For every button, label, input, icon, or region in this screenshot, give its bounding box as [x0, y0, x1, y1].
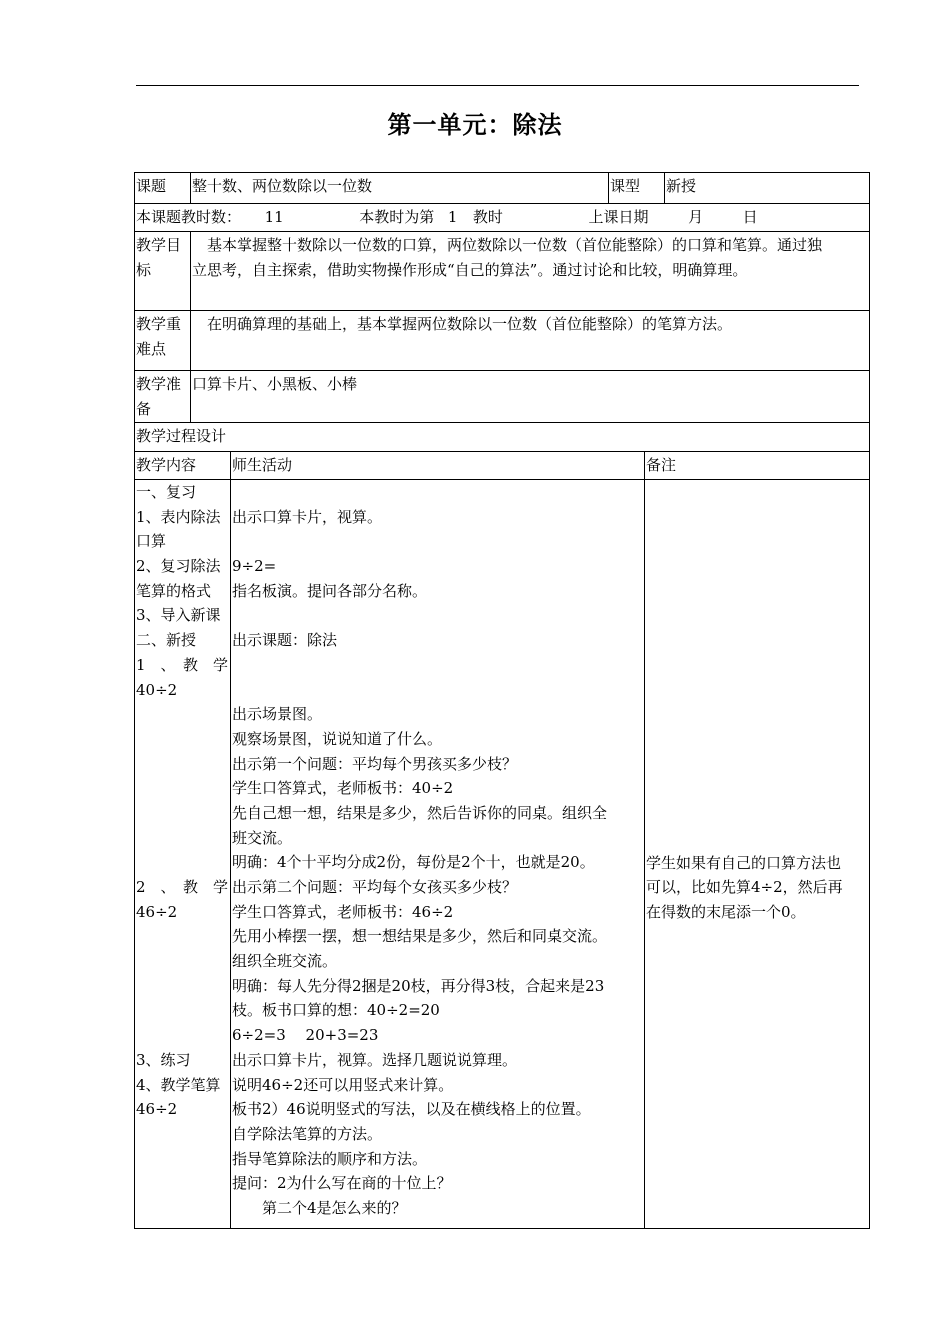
hours-label: 本课题教时数：: [136, 208, 242, 226]
notes-column-header: 备注: [646, 456, 677, 474]
notes-line: 可以，比如先算4÷2，然后再: [646, 878, 843, 897]
content-line: 4、教学笔算: [136, 1075, 221, 1094]
table-border: [134, 172, 870, 1229]
activity-line: 学生口答算式，老师板书：40÷2: [232, 779, 454, 798]
activity-line: 出示第一个问题：平均每个男孩买多少枝？: [232, 754, 518, 773]
activity-line: 枝。板书口算的想：40÷2=20: [232, 1001, 440, 1020]
date-label: 上课日期: [588, 208, 649, 226]
page-title: 第一单元：除法: [387, 110, 563, 139]
type-label: 课型: [610, 177, 641, 195]
content-line: 40÷2: [136, 680, 178, 699]
activity-line: 班交流。: [232, 828, 293, 847]
activity-column-header: 师生活动: [232, 456, 293, 474]
activity-line: 组织全班交流。: [232, 952, 338, 971]
type-value: 新授: [666, 177, 697, 195]
preparation-text: 口算卡片、小黑板、小棒: [192, 375, 358, 393]
activity-line: 观察场景图，说说知道了什么。: [232, 729, 443, 748]
lesson-plan-table: [134, 172, 870, 1229]
activity-line: 板书2）46说明竖式的写法，以及在横线格上的位置。: [232, 1100, 591, 1119]
activity-line: 出示第二个问题：平均每个女孩买多少枝？: [232, 878, 518, 896]
content-line: 2 、 教 学: [136, 878, 229, 896]
activity-line: 6÷2=3 20+3=23: [232, 1026, 379, 1045]
content-line: 46÷2: [136, 1100, 178, 1119]
activity-line: 出示场景图。: [232, 705, 323, 724]
goals-label: 教学目 标: [136, 236, 182, 279]
activity-line: 9÷2=: [232, 557, 277, 576]
key-points-label: 教学重 难点: [136, 315, 182, 358]
activity-line: 自学除法笔算的方法。: [232, 1124, 383, 1143]
activity-line: 指导笔算除法的顺序和方法。: [232, 1149, 428, 1168]
month-label: 月: [688, 208, 704, 226]
activity-line: 先自己想一想，结果是多少，然后告诉你的同桌。组织全: [232, 803, 608, 822]
activity-line: 先用小棒摆一摆，想一想结果是多少，然后和同桌交流。: [232, 927, 608, 946]
notes-line: 在得数的末尾添一个0。: [646, 902, 806, 921]
content-column-header: 教学内容: [136, 456, 197, 474]
activity-line: 明确：每人先分得2捆是20枝，再分得3枝，合起来是23: [232, 976, 605, 995]
activity-line: 第二个4是怎么来的？: [232, 1198, 407, 1217]
activity-line: 提问：2为什么写在商的十位上？: [232, 1174, 452, 1193]
activity-line: 出示口算卡片，视算。选择几题说说算理。: [232, 1050, 518, 1069]
activity-line: 学生口答算式，老师板书：46÷2: [232, 902, 454, 921]
activity-line: 说明46÷2还可以用竖式来计算。: [232, 1075, 454, 1094]
content-line: 口算: [136, 532, 167, 551]
topic-label: 课题: [136, 177, 167, 195]
topic-value: 整十数、两位数除以一位数: [192, 177, 373, 195]
content-line: 2、复习除法: [136, 557, 221, 576]
hours-value: 11: [264, 208, 284, 226]
lesson-label: 本教时为第: [359, 208, 435, 226]
content-line: 1、表内除法: [136, 507, 221, 526]
goals-text: 基本掌握整十数除以一位数的口算，两位数除以一位数（首位能整除）的口算和笔算。通过独 立思考，自主探索，借助实物操作形成“自己的算法”。通过讨论和比较，明确算理。: [192, 236, 823, 279]
content-line: 3、练习: [136, 1050, 191, 1069]
notes-line: 学生如果有自己的口算方法也: [646, 853, 842, 872]
content-line: 46÷2: [136, 902, 178, 921]
activity-line: 指名板演。提问各部分名称。: [232, 581, 428, 600]
preparation-label: 教学准 备: [136, 375, 182, 418]
activity-line: 出示课题：除法: [232, 631, 338, 650]
lesson-unit: 教时: [472, 208, 503, 226]
content-line: 二、新授: [136, 631, 197, 650]
activity-line: 明确：4个十平均分成2份，每份是2个十，也就是20。: [232, 853, 595, 872]
content-line: 笔算的格式: [136, 581, 212, 600]
lesson-value: 1: [447, 208, 458, 226]
header-rule: [136, 85, 859, 86]
content-line: 1 、 教 学: [136, 655, 229, 674]
key-points-text: 在明确算理的基础上，基本掌握两位数除以一位数（首位能整除）的笔算方法。: [192, 315, 733, 333]
activity-line: 出示口算卡片，视算。: [232, 507, 383, 526]
content-line: 一、复习: [136, 483, 197, 501]
process-title: 教学过程设计: [136, 427, 227, 445]
day-label: 日: [742, 208, 758, 226]
content-line: 3、导入新课: [136, 606, 221, 625]
